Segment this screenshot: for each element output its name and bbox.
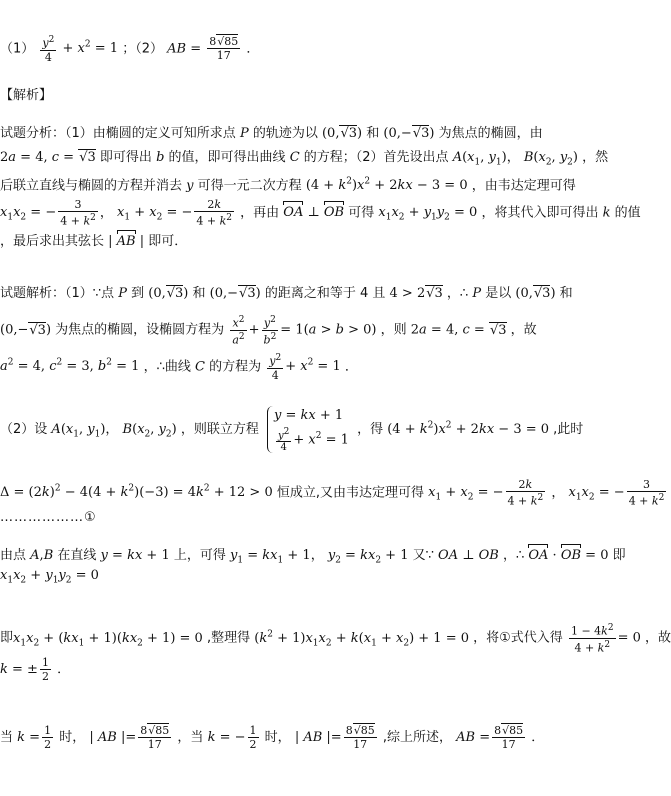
math-expr: $x_1x_2$ = − xyxy=(0,205,57,223)
fraction: $\frac{1}{2}$ xyxy=(44,724,52,751)
text: ，将①式代入得 xyxy=(473,630,563,646)
math-expr: (0,√3) xyxy=(148,286,189,301)
text: 时， xyxy=(59,730,86,745)
math-expr: P xyxy=(472,286,482,301)
text: ,综上所述， xyxy=(382,730,452,745)
fraction-y2-over-4: $\frac{y^2}{4}$ xyxy=(42,35,55,64)
fraction: $\frac{2k}{4 + k^2}$ xyxy=(507,478,544,508)
solution-line-9 xyxy=(0,622,671,654)
solution-label: 试题解析： xyxy=(0,286,66,301)
solution-line-8 xyxy=(0,566,99,591)
solution-line-5 xyxy=(0,478,668,508)
math-expr: | AB |= xyxy=(294,730,342,745)
text: ，将其代入即可得出 xyxy=(481,205,599,221)
text: 恒成立,又由韦达定理可得 xyxy=(276,485,425,501)
text: ，故 xyxy=(510,322,537,338)
math-expr: $B(x_2$, $y_2$) xyxy=(523,150,578,168)
text: ，最后求出其弦长 xyxy=(0,234,105,249)
math-expr: $\Delta = (2k)^2 - 4(4 + k^2)(-3) = 4k^2 + 12 > 0$ xyxy=(0,484,273,501)
math-expr: $(4 + k^2)x^2 + 2kx - 3 = 0$ xyxy=(305,177,468,194)
solution-line-7: 由点 A,B 在直线 y = kx + 1 上，可得 $y_1 = kx_1 + 1$， $y_2 = kx_2 + 1$ 又∵ OA ⊥ OB ，∴ OA · OB = 0 即 xyxy=(0,548,626,566)
solution-line-4: （2）设 $A(x_1$, $y_1$)， $B(x_2$, $y_2$) ，则联立方程 y = kx + 1 $\frac{y^2}{4}$ + $x^2 = 1$ ，得 $(4 + k^2)x^2 + 2kx - 3 = 0$ ,此时 xyxy=(0,408,584,453)
fraction: $\frac{8√85}{17}$ xyxy=(140,724,170,751)
math-expr: 2a = 4, c = √3 xyxy=(0,150,96,165)
math-expr: P xyxy=(118,286,127,301)
text: 为焦点的椭圆，由 xyxy=(438,126,543,141)
text: ， xyxy=(551,485,565,501)
math-expr: OA ⊥ OB xyxy=(283,205,344,220)
math-expr: + $x^2 = 1$ xyxy=(285,358,341,375)
text: 的值 xyxy=(614,205,641,221)
math-expr: y xyxy=(186,178,194,194)
text: 的方程为 xyxy=(209,359,262,375)
text: ，得 xyxy=(357,422,384,437)
math-expr: + $x^2 = 1$ xyxy=(62,40,119,57)
math-expr: OA ⊥ OB xyxy=(438,548,499,563)
text: 和 xyxy=(192,286,206,301)
answer-part1-label: （1） xyxy=(0,41,35,57)
analysis-line-4: $x_1x_2$ = − $\frac{3}{4 + k^2}$ ， $x_1 + x_2$ = − $\frac{2k}{4 + k^2}$ ，再由 OA ⊥ OB 可得 $x_1x_2 + y_1y_2 = 0$ ，将其代入即可得出 k 的值 xyxy=(0,198,641,228)
math-expr: $x_1x_2 + y_1y_2 = 0$ xyxy=(0,568,99,586)
text: 可得 xyxy=(348,205,375,221)
math-expr: $y_1 = kx_1 + 1$ xyxy=(230,548,311,566)
math-expr: k = − xyxy=(207,730,246,745)
text: 可得一元二次方程 xyxy=(197,178,302,194)
math-expr: AB = xyxy=(456,730,491,745)
fraction: $\frac{1 - 4k^2}{4 + k^2}$ xyxy=(570,623,614,655)
analysis-line-1 xyxy=(0,124,543,144)
math-expr: $B(x_2$, $y_2$) xyxy=(122,422,177,440)
fraction: $\frac{8√85}{17}$ xyxy=(494,724,524,751)
text: 又∵ xyxy=(412,548,434,563)
fraction: $\frac{1}{2}$ xyxy=(41,656,49,683)
text: ，∴ xyxy=(502,548,525,563)
math-expr: $y_2 = kx_2 + 1$ xyxy=(327,548,409,566)
text: 和 xyxy=(366,126,380,141)
text: ，由韦达定理可得 xyxy=(471,178,576,194)
math-expr: $(4 + k^2)x^2 + 2kx - 3 = 0$ xyxy=(387,420,550,437)
text: ． xyxy=(57,662,71,677)
math-expr: b xyxy=(156,150,165,165)
fraction: $\frac{1}{2}$ xyxy=(249,724,257,751)
analysis-line-2: 2a = 4, c = √3 即可得出 b 的值，即可得出曲线 C 的方程；（2）首先设出点 $A(x_1$, $y_1$)， $B(x_2$, $y_2$) ，然 xyxy=(0,150,609,168)
text: 时， xyxy=(264,730,291,745)
fraction: $\frac{y^2}{4}$ xyxy=(269,353,282,382)
math-expr: OA · OB = 0 xyxy=(528,548,608,563)
text: 后联立直线与椭圆的方程并消去 xyxy=(0,178,183,194)
math-expr: k = ± xyxy=(0,662,38,677)
solution-line-11 xyxy=(0,724,544,751)
math-expr: 2a = 4, c = √3 xyxy=(410,322,507,338)
fraction-chord-length: $\frac{8√85}{17}$ xyxy=(209,35,239,63)
fraction: $\frac{3}{4 + k^2}$ xyxy=(60,198,96,228)
solution-line-2: (0,−√3) 为焦点的椭圆，设椭圆方程为 $\frac{x^2}{a^2}$ + $\frac{y^2}{b^2}$ = 1(a > b > 0) ，则 2a = 4, c = √3 ，故 xyxy=(0,315,537,347)
text: （2）设 xyxy=(0,422,48,437)
math-expr: k = xyxy=(17,730,41,745)
math-expr: | AB |= xyxy=(89,730,137,745)
math-expr: (0,−√3) xyxy=(209,286,261,301)
math-expr: $x_1x_2 + (kx_1 + 1)(kx_2 + 1) = 0$ xyxy=(13,630,203,649)
math-expr: $(k^2 + 1)x_1x_2 + k(x_1 + x_2) + 1 = 0$ xyxy=(254,629,470,649)
text: 在直线 xyxy=(57,548,97,563)
answer-end: ． xyxy=(246,41,260,57)
text: 即 xyxy=(612,548,626,563)
text: （1）∵点 xyxy=(65,286,115,301)
analysis-line-5 xyxy=(0,232,187,252)
text: ,此时 xyxy=(553,422,584,437)
math-expr: $x_1 + x_2$ = − xyxy=(116,205,193,223)
math-expr: = 1(a > b > 0) xyxy=(280,322,377,338)
math-expr: (0,√3) xyxy=(515,286,556,301)
math-expr: P xyxy=(239,126,249,141)
fraction: $\frac{y^2}{b^2}$ xyxy=(263,315,277,347)
text: ，则 xyxy=(380,322,407,338)
text: 到 xyxy=(131,286,145,301)
text: 由点 xyxy=(0,548,27,563)
solution-line-1 xyxy=(0,284,573,304)
text: ，再由 xyxy=(240,205,280,221)
equation-system: y = kx + 1 $\frac{y^2}{4}$ + $x^2 = 1$ xyxy=(267,406,349,453)
text: ，∴曲线 xyxy=(143,359,191,375)
fraction: $\frac{8√85}{17}$ xyxy=(345,724,375,751)
math-expr: (0,√3) xyxy=(321,126,363,141)
text: 和 xyxy=(559,286,573,301)
math-expr: 4 > 2√3 xyxy=(389,286,443,301)
fraction: $\frac{3}{4 + k^2}$ xyxy=(628,478,665,508)
math-expr: k xyxy=(602,205,611,221)
text: 即可． xyxy=(148,234,188,249)
analysis-line-3 xyxy=(0,172,576,196)
text: 为焦点的椭圆，设椭圆方程为 xyxy=(55,322,225,338)
text: 的值，即可得出曲线 xyxy=(168,150,286,165)
text: ,整理得 xyxy=(206,630,251,646)
text: ． xyxy=(531,730,545,745)
text: （1）由椭圆的定义可知所求点 xyxy=(65,126,236,141)
text: ，∴ xyxy=(446,286,469,301)
answer-part2-label: ；（2） xyxy=(122,41,163,57)
text: 上，可得 xyxy=(173,548,226,563)
math-expr: $x_1 + x_2$ = − xyxy=(428,485,504,503)
fraction: $\frac{2k}{4 + k^2}$ xyxy=(196,198,232,228)
text: 的方程；（2）首先设出点 xyxy=(303,150,449,165)
solution-line-3 xyxy=(0,352,358,382)
text: 的轨迹为以 xyxy=(252,126,318,141)
text: 的距离之和等于 4 且 xyxy=(264,286,386,301)
text: 是以 xyxy=(485,286,512,301)
math-expr: C xyxy=(289,150,300,165)
math-expr: = 0 xyxy=(617,630,641,646)
math-expr: C xyxy=(194,359,205,375)
text: ，当 xyxy=(177,730,204,745)
text: ，故 xyxy=(645,630,671,646)
math-expr: $x_1x_2 + y_1y_2 = 0$ xyxy=(378,205,478,223)
solution-line-10 xyxy=(0,656,70,683)
text: ，然 xyxy=(582,150,609,165)
text: ，则联立方程 xyxy=(180,422,259,437)
answer-line xyxy=(0,34,259,64)
equation-marker: ………………① xyxy=(0,510,97,525)
math-expr: $A(x_1$, $y_1$) xyxy=(452,150,507,168)
math-expr: (0,−√3) xyxy=(0,322,52,338)
math-expr: y = kx + 1 xyxy=(100,548,170,563)
analysis-label: 试题分析： xyxy=(0,126,66,141)
math-expr: $x_1x_2$ = − xyxy=(568,485,625,503)
math-expr: A xyxy=(30,548,40,563)
text: 当 xyxy=(0,730,14,745)
math-expr: $a^2 = 4$, $c^2 = 3$, $b^2 = 1$ xyxy=(0,358,140,375)
text: ． xyxy=(344,359,358,375)
math-expr: | AB | xyxy=(108,234,144,249)
math-expr: (0,−√3) xyxy=(383,126,435,141)
analysis-heading: 【解析】 xyxy=(0,88,53,103)
fraction: $\frac{x^2}{a^2}$ xyxy=(232,315,245,347)
text: 即 xyxy=(0,630,14,646)
text: 即可得出 xyxy=(99,150,152,165)
math-expr: $A(x_1$, $y_1$) xyxy=(51,422,106,440)
math-expr: AB = xyxy=(167,41,202,57)
